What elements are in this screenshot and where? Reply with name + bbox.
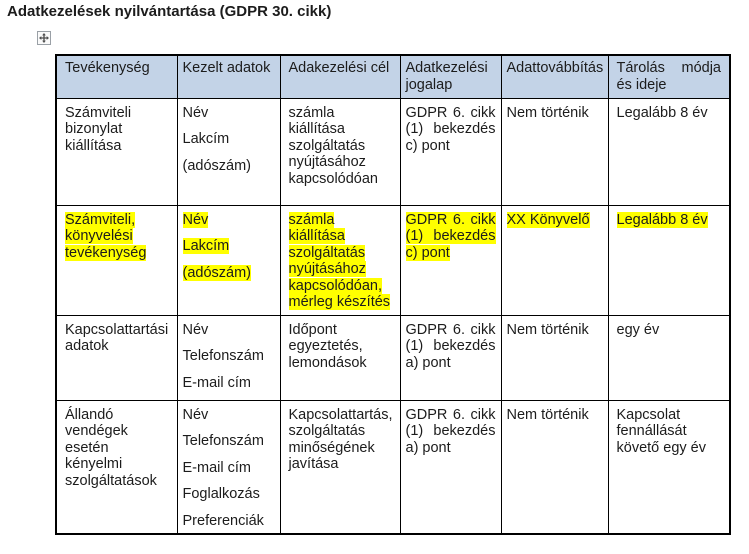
- table-body: [56, 98, 730, 534]
- cell-paragraph: [183, 105, 275, 122]
- cell-text: GDPR 6. cikk (1) bekezdés c) pont: [405, 104, 496, 154]
- cell-paragraph: [65, 322, 169, 355]
- table-row: [56, 400, 730, 534]
- cell-paragraph: [183, 212, 275, 229]
- cell-paragraph: [183, 348, 275, 365]
- cell-paragraph: [507, 212, 603, 229]
- cell-text: Név: [182, 406, 209, 423]
- cell-text: Név: [182, 321, 209, 338]
- table-cell: [177, 98, 280, 205]
- table-cell: [56, 400, 177, 534]
- cell-paragraph: [183, 265, 275, 282]
- cell-paragraph: [183, 460, 275, 477]
- cell-paragraph: [289, 407, 392, 473]
- column-header-tevekenyseg: Tevékenység: [56, 55, 177, 98]
- cell-paragraph: [406, 322, 496, 372]
- table-cell: [608, 205, 730, 315]
- table-row: [56, 205, 730, 315]
- table-cell: [177, 400, 280, 534]
- cell-paragraph: [289, 322, 392, 372]
- cell-paragraph: [617, 212, 722, 229]
- cell-paragraph: [289, 212, 392, 311]
- page-title: Adatkezelések nyilvántartása (GDPR 30. cikk): [7, 3, 332, 20]
- cell-text: Számviteli bizonylat kiállítása: [65, 104, 132, 154]
- table-cell: [280, 400, 400, 534]
- column-header-kezelt-adatok: Kezelt adatok: [177, 55, 280, 98]
- cell-text: Telefonszám: [182, 348, 264, 364]
- cell-text: Legalább 8 év: [616, 211, 708, 228]
- cell-text: Számviteli, könyvelési tevékenység: [65, 211, 147, 261]
- cell-text: Telefonszám: [182, 433, 264, 449]
- cell-paragraph: [183, 158, 275, 175]
- cell-text: (adószám): [182, 157, 251, 174]
- cell-paragraph: [406, 407, 496, 457]
- cell-paragraph: [617, 407, 722, 457]
- cell-text: Állandó vendégek esetén kényelmi szolgáltatások: [65, 406, 157, 489]
- cell-text: Nem történik: [506, 321, 589, 338]
- column-header-tarolas-modja: Tárolás módja és ideje: [608, 55, 730, 98]
- cell-paragraph: [183, 407, 275, 424]
- cell-text: Kapcsolat fennállását követő egy év: [616, 406, 706, 456]
- column-header-adakezelesi-cel: Adakezelési cél: [280, 55, 400, 98]
- cell-text: Nem történik: [506, 104, 589, 121]
- cell-text: számla kiállítása szolgáltatás nyújtásához kapcsolódóan: [288, 104, 378, 187]
- cell-paragraph: [183, 375, 275, 392]
- cell-text: Név: [182, 104, 209, 121]
- table-cell: [608, 315, 730, 400]
- cell-text: XX Könyvelő: [506, 211, 590, 228]
- cell-paragraph: [65, 105, 169, 155]
- cell-paragraph: [183, 486, 275, 503]
- cell-text: E-mail cím: [182, 374, 251, 391]
- table-cell: [501, 400, 608, 534]
- table-cell: [56, 205, 177, 315]
- table-row: [56, 98, 730, 205]
- column-header-adatkezelesi-jogalap: Adatkezelési jogalap: [400, 55, 501, 98]
- cell-paragraph: [65, 212, 169, 262]
- cell-paragraph: [65, 407, 169, 490]
- cell-paragraph: [406, 105, 496, 155]
- cell-text: E-mail cím: [182, 459, 251, 476]
- table-cell: [56, 98, 177, 205]
- table-cell: [56, 315, 177, 400]
- cell-paragraph: [617, 105, 722, 122]
- cell-paragraph: [406, 212, 496, 262]
- column-header-adattovabbitas: Adattovábbítás: [501, 55, 608, 98]
- table-cell: [400, 98, 501, 205]
- table-cell: [177, 205, 280, 315]
- cell-text: Lakcím: [182, 131, 230, 147]
- cell-text: Preferenciák: [182, 512, 264, 529]
- move-icon: [39, 33, 49, 43]
- cell-text: Kapcsolattartás, szolgáltatás minőségének javítása: [288, 406, 393, 472]
- table-cell: [501, 205, 608, 315]
- cell-paragraph: [507, 105, 603, 122]
- cell-paragraph: [617, 322, 722, 339]
- cell-paragraph: [183, 131, 275, 148]
- cell-text: számla kiállítása szolgáltatás nyújtásához kapcsolódóan, mérleg készítés: [288, 211, 391, 310]
- table-cell: [400, 315, 501, 400]
- cell-text: Név: [182, 211, 209, 228]
- gdpr-records-table: [55, 54, 731, 535]
- cell-paragraph: [507, 407, 603, 424]
- table-cell: [177, 315, 280, 400]
- table-cell: [280, 315, 400, 400]
- cell-text: (adószám): [182, 264, 251, 281]
- cell-paragraph: [183, 238, 275, 255]
- cell-paragraph: [183, 433, 275, 450]
- cell-text: Kapcsolattartási adatok: [65, 321, 169, 354]
- cell-text: Foglalkozás: [182, 486, 260, 502]
- cell-paragraph: [183, 513, 275, 530]
- cell-text: Lakcím: [182, 238, 230, 254]
- table-cell: [501, 98, 608, 205]
- cell-text: Időpont egyeztetés, lemondások: [288, 321, 367, 371]
- table-row: [56, 315, 730, 400]
- cell-text: egy év: [616, 321, 660, 338]
- cell-paragraph: [507, 322, 603, 339]
- cell-text: GDPR 6. cikk (1) bekezdés c) pont: [405, 211, 496, 261]
- table-header-row: [56, 55, 730, 98]
- cell-paragraph: [289, 105, 392, 188]
- table-move-handle[interactable]: [37, 31, 51, 45]
- cell-paragraph: [183, 322, 275, 339]
- table-cell: [280, 205, 400, 315]
- table-cell: [400, 205, 501, 315]
- table-cell: [608, 98, 730, 205]
- table-cell: [501, 315, 608, 400]
- cell-text: Nem történik: [506, 406, 589, 423]
- table-cell: [280, 98, 400, 205]
- table-cell: [400, 400, 501, 534]
- cell-text: Legalább 8 év: [616, 104, 708, 121]
- cell-text: GDPR 6. cikk (1) bekezdés a) pont: [405, 406, 496, 456]
- cell-text: GDPR 6. cikk (1) bekezdés a) pont: [405, 321, 496, 371]
- table-cell: [608, 400, 730, 534]
